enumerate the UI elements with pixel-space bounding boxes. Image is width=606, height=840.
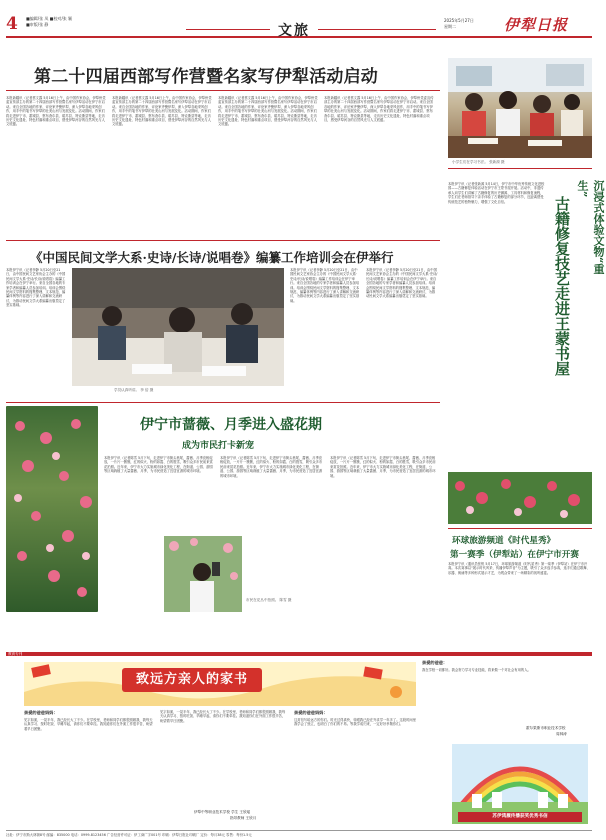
editor-line: ■编辑/张 凤 ■校对/张 颖 [26,16,73,21]
letter-signature-name: 周林涛 [556,732,567,736]
article-column: 本报新疆讯（记者蔡文露 5月16日上午，由中国作家协会、伊犁州党委宣传部主办的第二十四届西部写作营暨名家写伊犁活动在伊宁市启动。来自全国各地的作家、评论家齐聚伊犁，深入伊犁各地采风创作，用手中的笔书写伊犁的壮美山河与发展变化。活动期间，作家们将走进伊宁市、霍城县、察布查尔县、昭苏县、特克斯县等地，走访历史文化遗址、特色村落和重点项目，感受伊犁河谷的自然风光与人文底蕴。 [218,96,318,127]
letter-heading: 亲爱的爸爸妈妈： [294,710,328,715]
promo-caption: 苏伊鸿履传播获奖优秀书信 [458,812,582,822]
newspaper-logo[interactable]: 伊犁日报 [504,16,569,34]
divider [6,402,440,403]
article-title[interactable]: 伊宁市蔷薇、月季进入盛花期 [140,417,322,433]
letter-body: 见字如面，一晃半年，我已经长大了不少。在学校里，老师和同学们都很照顾我，我每天认真学习、按时吃饭、早睡早起，请你们不要牵挂。我知道你们在外面工作很辛苦，盼望着早日团聚。 [160,710,286,723]
rose-wall-photo [6,406,98,612]
letter-card-1-cont [160,710,288,830]
letter-teacher: 指导教师 王欣月 [230,816,257,820]
article-title-vertical-2[interactable]: 古籍修复技艺走进王蒙书屋 [553,196,571,376]
selfie-photo [164,536,242,612]
photo-caption: 小学生们在学习书法。 张新源 摄 [452,160,505,164]
article-ancient-books [448,168,605,468]
banner-title[interactable]: 致远方亲人的家书 [122,668,262,692]
article-subtitle: 成为市民打卡新宠 [182,441,255,451]
photo-illustration [448,58,592,158]
section-band [6,652,592,656]
article-folk-literature [6,240,440,400]
editor-info [26,16,72,28]
letter-body: 我在学校一切都好。我会努力学习专业技能，将来做一个对社会有用的人。 [422,668,531,672]
article-title[interactable]: 《中国民间文学大系·史诗/长诗/说唱卷》编纂工作培训会在伊举行 [30,250,394,265]
article-column: 本报伊宁讯（记者陈雪 5月下旬，走进伊宁市街头巷尾，蔷薇、月季竞相绽放，一片片一簇簇，红的似火、粉的如霞、白的胜雪，吸引众多市民前来赏花拍照。近年来，伊宁市大力实施城市绿化美化工程，在街道、公园、游园等区域栽植了大量蔷薇、月季，为市民营造了宜居宜游的城市环境。 [330,456,436,478]
photo-caption: 市民在花丛中拍照。 陈雪 摄 [246,598,292,602]
date-line: 2025年5月27日 [444,18,474,23]
footer-rule [6,830,592,831]
article-column: 本报新疆讯（记者蔡文露 5月16日上午，由中国作家协会、伊犁州党委宣传部主办的第二十四届西部写作营暨名家写伊犁活动在伊宁市启动。来自全国各地的作家、评论家齐聚伊犁，深入伊犁各地采风创作，用手中的笔书写伊犁的壮美山河与发展变化。活动期间，作家们将走进伊宁市、霍城县、察布查尔县、昭苏县、特克斯县等地，走访历史文化遗址、特色村落和重点项目，感受伊犁河谷的自然风光与人文底蕴。 [112,96,212,127]
masthead [6,4,592,38]
reviewer-line: ■审版/张 静 [26,22,49,27]
letter-card-1 [24,710,154,830]
section-label: 教育专刊 [8,652,23,656]
divider [448,168,592,169]
article-column: 本报新疆讯（记者蔡文露 5月16日上午，由中国作家协会、伊犁州党委宣传部主办的第二十四届西部写作营暨名家写伊犁活动在伊宁市启动。来自全国各地的作家、评论家齐聚伊犁，深入伊犁各地采风创作，用手中的笔书写伊犁的壮美山河与发展变化。活动期间，作家们将走进伊宁市、霍城县、察布查尔县、昭苏县、特克斯县等地，走访历史文化遗址、特色村落和重点项目，感受伊犁河谷的自然风光与人文底蕴。 [6,96,106,127]
roses-right-photo [448,472,592,524]
article-column: 本报伊宁讯（记者李静 5月20日至21日，由中国民间文艺家协会主办的《中国民间文学大系·史诗/长诗/说唱卷》编纂工作培训会在伊宁举行。来自全国各地的专家学者和编纂人员参加培训。培训会围绕民间文学资料的搜集整理、文本规范、编纂体例等内容进行了深入讲解和交流研讨，为推动民间文学大系编纂出版奠定了坚实基础。 [6,268,66,308]
section-rule-left [186,29,270,30]
letter-heading: 亲爱的爸爸妈妈： [24,710,58,715]
article-writing-camp [6,44,440,238]
letter-body: 这封信写给远方的你们。时光过得真快，转眼我已经在外求学一年多了。这段时间里我学会了独立，也明白了你们的不易。等我学成归来，一定好好孝敬你们。 [294,718,416,727]
article-column: 本报伊宁讯（记者李静 5月20日至21日，由中国民间文艺家协会主办的《中国民间文学大系·史诗/长诗/说唱卷》编纂工作培训会在伊宁举行。来自全国各地的专家学者和编纂人员参加培训。培训会围绕民间文学资料的搜集整理、文本规范、编纂体例等内容进行了深入讲解和交流研讨，为推动民间文学大系编纂出版奠定了坚实基础。 [290,268,360,303]
photo-illustration [448,472,592,524]
divider [448,528,592,529]
letter-card-2 [294,710,416,830]
article-column: 本报伊宁讯（记者陈雪 5月下旬，走进伊宁市街头巷尾，蔷薇、月季竞相绽放，一片片一簇簇，红的似火、粉的如霞、白的胜雪，吸引众多市民前来赏花拍照。近年来，伊宁市大力实施城市绿化美化工程，在街道、公园、游园等区域栽植了大量蔷薇、月季，为市民营造了宜居宜游的城市环境。 [104,456,213,474]
award-promo-photo [452,744,588,824]
article-body: 本报伊宁讯（记者张新源 5月14日，伊宁市中华优秀传统文化进校园——古籍修复体验活动在伊宁市王蒙书屋开展。活动中，非遗传承人向学生们讲解了古籍修复的历史渊源、工具材料和修复流程，学生们在老师指导下亲手体验了古籍修复的部分环节，近距离感受传统技艺的独特魅力，增强了文化自信。 [448,182,545,204]
article-title[interactable]: 环球旅游频道《时代星秀》 [452,536,556,546]
photo-caption: 学员认真听讲。 李 倍 摄 [114,388,154,392]
article-title[interactable]: 第二十四届西部写作营暨名家写伊犁活动启动 [34,67,378,87]
article-times-stars [448,528,592,652]
article-column: 本报伊宁讯（记者李静 5月20日至21日，由中国民间文艺家协会主办的《中国民间文学大系·史诗/长诗/说唱卷》编纂工作培训会在伊宁举行。来自全国各地的专家学者和编纂人员参加培训。培训会围绕民间文学资料的搜集整理、文本规范、编纂体例等内容进行了深入讲解和交流研讨，为推动民间文学大系编纂出版奠定了坚实基础。 [366,268,438,299]
section-title: 文旅 [278,23,310,39]
divider [6,90,440,91]
article-column: 本报新疆讯（记者蔡文露 5月16日上午，由中国作家协会、伊犁州党委宣传部主办的第二十四届西部写作营暨名家写伊犁活动在伊宁市启动。来自全国各地的作家、评论家齐聚伊犁，深入伊犁各地采风创作，用手中的笔书写伊犁的壮美山河与发展变化。活动期间，作家们将走进伊宁市、霍城县、察布查尔县、昭苏县、特克斯县等地，走访历史文化遗址、特色村落和重点项目，感受伊犁河谷的自然风光与人文底蕴。 [324,96,434,123]
letter-heading: 亲爱的爸爸： [422,660,448,665]
weekday-line: 星期二 [444,24,456,29]
section-rule-right [318,29,436,30]
article-body: 本报伊宁讯（通讯员张锐 5月17日，环球旅游频道《时代星秀》第一赛季（伊犁站）在伊宁市开赛。本次赛事以“展示时代风采、传播伊犁声音”为主题，吸引了众多选手参赛，选手们通过歌舞、乐器、朗诵等多种形式展示才艺，为观众带来了一场精彩的视听盛宴。 [448,562,590,575]
footer-info: 社址：伊宁市斯大林街8号 邮编：835000 电话：0999-8123456 广告经营许可证：伊工商广字001号 印刷：伊犁日报社印刷厂 定价：每月38元 零售：每份1.5元 [6,833,252,837]
letter-body: 见字如面，一晃半年，我已经长大了不少。在学校里，老师和同学们都很照顾我，我每天认真学习、按时吃饭、早睡早起，请你们不要牵挂。我知道你们在外面工作很辛苦，盼望着早日团聚。 [24,718,153,731]
family-letter-banner [24,662,416,706]
page-number: 4 [6,14,18,34]
article-title-vertical-1[interactable]: 沉浸式体验文物“重生” [576,180,605,275]
calligraphy-students-photo [448,58,592,158]
letter-card-3 [422,660,592,740]
letter-signature: 霍尔果斯市职业技术学校 [526,726,566,730]
divider [6,240,440,241]
article-column: 本报伊宁讯（记者陈雪 5月下旬，走进伊宁市街头巷尾，蔷薇、月季竞相绽放，一片片一簇簇，红的似火、粉的如霞、白的胜雪，吸引众多市民前来赏花拍照。近年来，伊宁市大力实施城市绿化美化工程，在街道、公园、游园等区域栽植了大量蔷薇、月季，为市民营造了宜居宜游的城市环境。 [220,456,323,478]
photo-illustration [72,268,284,386]
training-photo [72,268,284,386]
article-subtitle: 第一赛季（伊犁站）在伊宁市开赛 [450,550,579,560]
photo-illustration [6,406,98,612]
article-roses [6,402,440,622]
photo-illustration [164,536,242,612]
issue-date [444,18,474,30]
letter-signature: 伊犁中等职业技术学校 学生 王欣瑶 [194,810,251,814]
